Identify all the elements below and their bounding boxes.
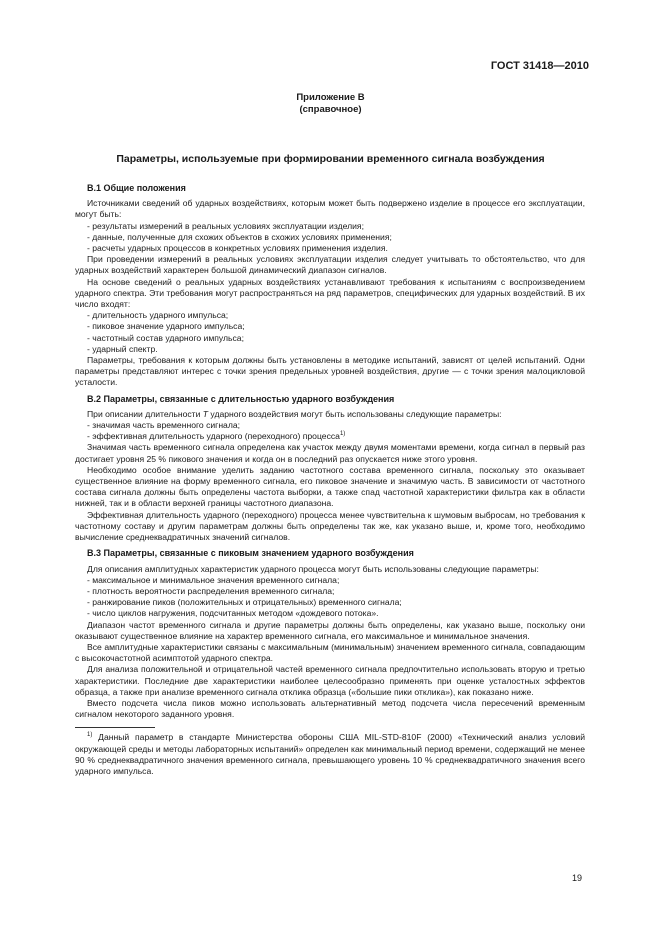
section-heading-b2: В.2 Параметры, связанные с длительностью ударного возбуждения xyxy=(87,393,395,404)
footnote-text: Данный параметр в стандарте Министерства обороны США MIL-STD-810F (2000) «Технический анализ условий окружающей среды и методы лабораторных испытаний» определен как минимальный период времени, содержащий не менее 90 % среднеквадратичного значения временного сигнала, превышающего уровень 10 % среднеквадратичного значения всего ударного импульса. xyxy=(75,732,585,776)
page-number: 19 xyxy=(571,873,582,883)
paragraph: Значимая часть временного сигнала определена как участок между двумя моментами времени, когда сигнал в первый раз достигает уровня 25 % пикового значения и когда он в последний раз опускается ниже этого уровня. xyxy=(75,442,585,464)
standard-code: ГОСТ 31418—2010 xyxy=(490,60,589,72)
paragraph: Эффективная длительность ударного (переходного) процесса менее чувствительна к шумовым выбросам, но требования к частотному составу и другим параметрам должны быть определены так же, как указано выше, и, кроме того, необходимо вычисление среднеквадратичных значений сигналов. xyxy=(75,509,585,543)
list-item xyxy=(75,431,585,442)
footnote xyxy=(75,732,585,777)
list-item: - расчеты ударных процессов в конкретных условиях применения изделия. xyxy=(87,243,388,254)
paragraph: Все амплитудные характеристики связаны с максимальным (минимальным) значением временного сигнала, совпадающим с высокочастотной асимптотой ударного спектра. xyxy=(75,641,585,664)
list-item: - результаты измерений в реальных условиях эксплуатации изделия; xyxy=(87,220,364,231)
list-item: - данные, полученные для схожих объектов в схожих условиях применения; xyxy=(87,231,392,242)
paragraph: Для анализа положительной и отрицательной частей временного сигнала предпочтительно использовать вторую и третью характеристики. Последние две характеристики наиболее целесообразно применять при оценке усталостных эффектов образца, а также при анализе временного сигнала отклика образца («большие пики отклика»), как показано ниже. xyxy=(75,664,585,697)
document-body xyxy=(75,183,585,777)
text-run: - эффективная длительность ударного (переходного) процесса xyxy=(87,431,340,442)
footnote-divider xyxy=(75,727,155,728)
paragraph: Необходимо особое внимание уделить заданию частотного состава временного сигнала, поскольку это оказывает существенное влияние на форму временного сигнала, его пиковое значение и значимую часть. В зависимости от частотного состава сигнала должны быть определены частота выборки, а также спад частотной характеристики фильтра как в области нижней, так и в области верхней границы частотного диапазона. xyxy=(75,464,585,509)
list-item: - частотный состав ударного импульса; xyxy=(87,332,244,343)
list-item: - ранжирование пиков (положительных и отрицательных) временного сигнала; xyxy=(87,597,402,608)
section-heading-b3: В.3 Параметры, связанные с пиковым значением ударного возбуждения xyxy=(87,548,414,559)
footnote-reference[interactable]: 1) xyxy=(339,431,346,438)
section-heading-b1: В.1 Общие положения xyxy=(87,183,186,193)
text-run: При описании длительности xyxy=(87,408,203,419)
paragraph: Параметры, требования к которым должны быть установлены в методике испытаний, зависят от целей испытаний. Одни параметры представляют интерес с точки зрения предельных уровней воздействия, другие — с точки зрения малоцикловой усталости. xyxy=(75,355,585,388)
text-run: ударного воздействия могут быть использованы следующие параметры: xyxy=(208,408,502,419)
list-item: - плотность вероятности распределения временного сигнала; xyxy=(87,585,335,596)
paragraph: При проведении измерений в реальных условиях эксплуатации изделия следует учитывать то обстоятельство, что для ударных воздействий характерен большой динамический диапазон сигналов. xyxy=(75,254,585,276)
list-item: - длительность ударного импульса; xyxy=(87,310,229,321)
list-item: - ударный спектр. xyxy=(87,343,158,354)
footnote-mark: 1) xyxy=(87,732,93,739)
duration-symbol: T xyxy=(202,408,209,419)
list-item: - значимая часть временного сигнала; xyxy=(87,420,241,431)
paragraph: Источниками сведений об ударных воздействиях, которым может быть подвержено изделие в процессе его эксплуатации, могут быть: xyxy=(75,198,585,220)
list-item: - число циклов нагружения, подсчитанных методом «дождевого потока». xyxy=(87,608,379,619)
list-item: - максимальное и минимальное значения временного сигнала; xyxy=(87,574,340,585)
paragraph: На основе сведений о реальных ударных воздействиях устанавливают требования к испытаниям с воспроизведением ударного спектра. Эти требования могут распространяться на ряд параметров, специфических для ударных воздействий. В их число входят: xyxy=(75,276,585,310)
annex-note: (справочное) xyxy=(299,104,362,115)
list-item: - пиковое значение ударного импульса; xyxy=(87,321,245,332)
paragraph: Диапазон частот временного сигнала и другие параметры должны быть определены, как указано выше, поскольку они оказывают существенное влияние на характер временного сигнала, его максимальное и минимальное значения. xyxy=(75,619,585,641)
main-title: Параметры, используемые при формировании временного сигнала возбуждения xyxy=(116,153,545,165)
paragraph: Вместо подсчета числа пиков можно использовать альтернативный метод подсчета числа пересечений временным сигналом некоторого заданного уровня. xyxy=(75,697,585,720)
annex-heading xyxy=(0,92,661,116)
annex-title: Приложение В xyxy=(296,92,365,103)
paragraph xyxy=(75,409,585,420)
paragraph: Для описания амплитудных характеристик ударного процесса могут быть использованы следующие параметры: xyxy=(87,563,539,574)
